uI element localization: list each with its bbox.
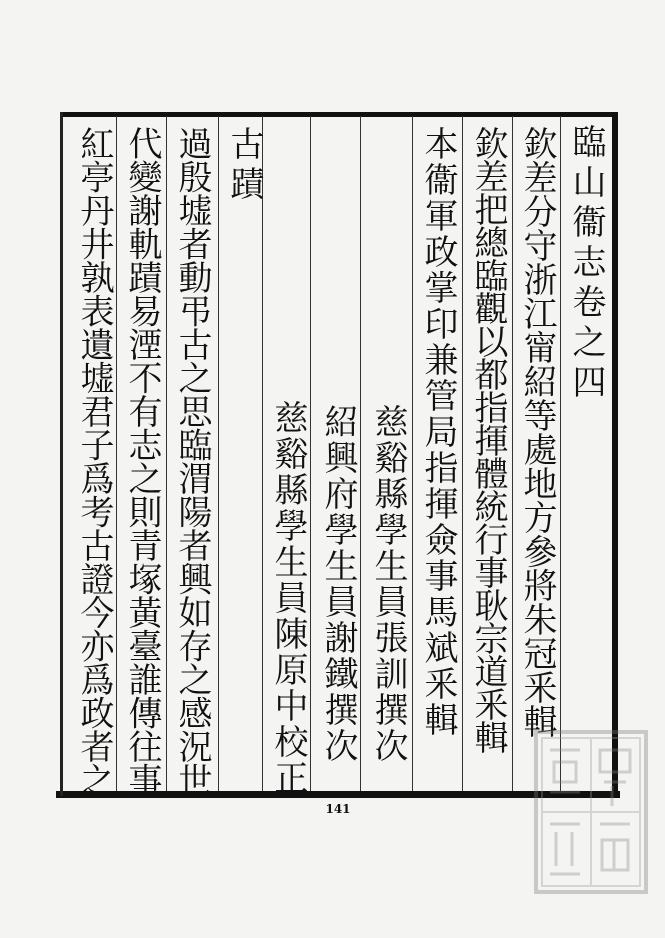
column-separator [512,116,513,791]
column-separator [166,116,167,791]
body-line-3: 紅亭丹井孰表遺墟君子爲考古證今亦爲政者之 [74,126,114,796]
section-title: 古蹟 [224,126,264,206]
compiler-line-1: 欽差分守浙江甯紹等處地方參將朱冠釆輯 [517,126,557,738]
column-separator [310,116,311,791]
column-separator [262,116,263,791]
seal-stamp-icon [532,728,650,896]
editor-line: 慈谿縣學生員陳原中校正 [268,400,308,796]
column-separator [218,116,219,791]
page-number: 141 [325,802,351,816]
volume-title: 臨山衞志卷之四 [566,124,606,404]
column-separator [412,116,413,791]
column-separator [360,116,361,791]
author-line-1: 慈谿縣學生員張訓撰次 [368,404,408,764]
column-separator [560,116,561,791]
compiler-line-3: 本衞軍政掌印兼管局指揮僉事馬斌釆輯 [418,126,458,738]
frame-left-rule [60,112,63,796]
column-separator [116,116,117,791]
body-line-1: 過殷墟者動弔古之思臨渭陽者興如存之感況世 [172,126,212,796]
frame-top-rule [62,112,618,117]
compiler-line-2: 欽差把總臨觀以都指揮體統行事耿宗道釆輯 [468,126,508,753]
author-line-2: 紹興府學生員謝鐵撰次 [318,404,358,764]
body-line-2: 代變謝軌蹟易湮不有志之則青塚黃臺誰傳往事 [122,126,162,796]
frame-right-rule [612,112,618,796]
column-separator [462,116,463,791]
